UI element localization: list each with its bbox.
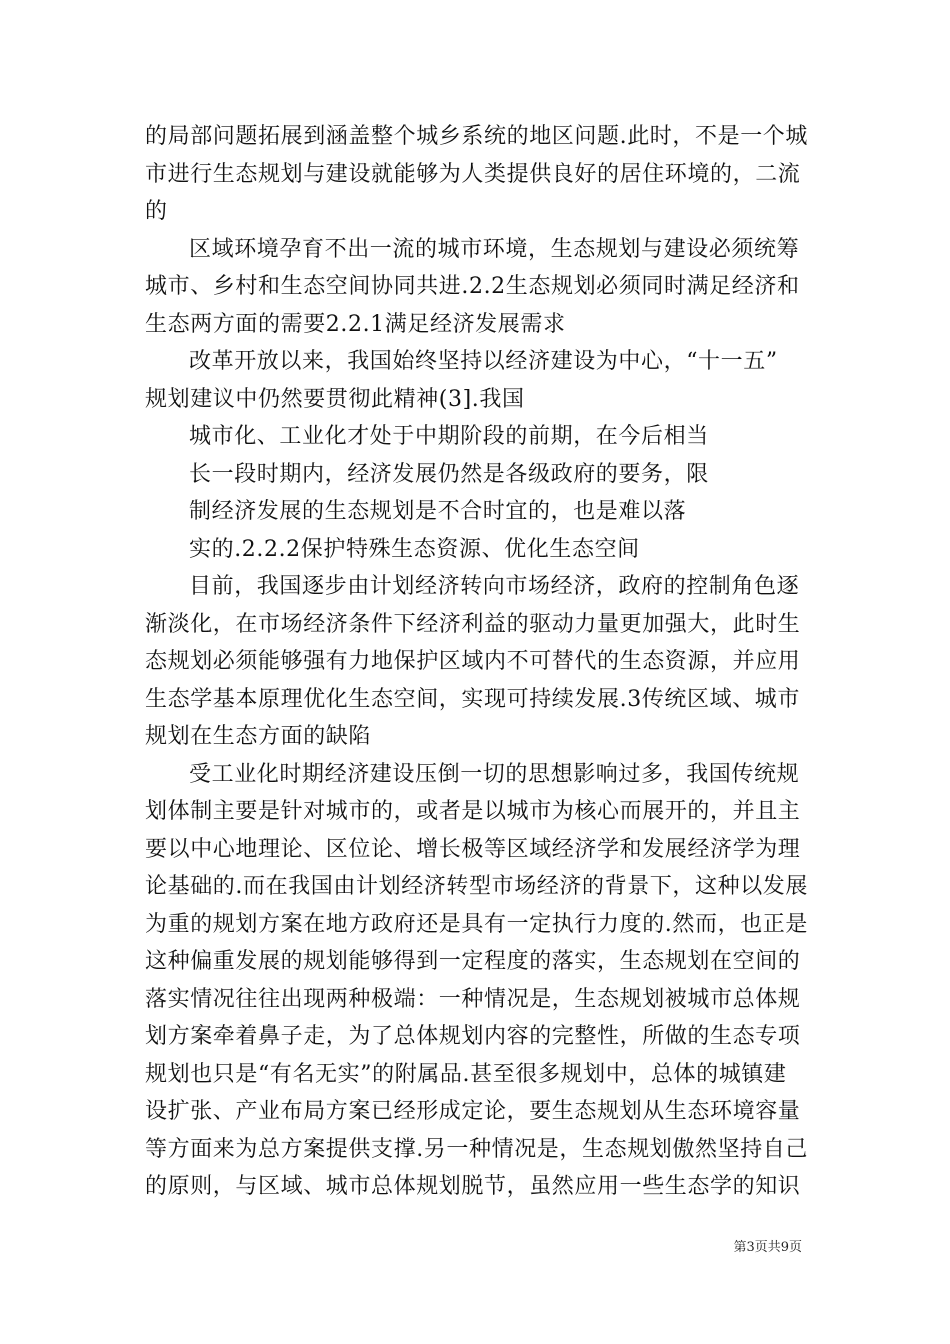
text-line: 规划建议中仍然要贯彻此精神(3].我国	[145, 386, 525, 412]
text-line: 态规划必须能够强有力地保护区域内不可替代的生态资源，并应用	[145, 649, 801, 674]
text-line: 论基础的.而在我国由计划经济转型市场经济的背景下，这种以发展	[145, 874, 808, 899]
text-line: 制经济发展的生态规划是不合时宜的，也是难以落	[189, 499, 687, 524]
text-line: 区域环境孕育不出一流的城市环境，生态规划与建设必须统筹	[189, 236, 800, 262]
text-line: 受工业化时期经济建设压倒一切的思想影响过多，我国传统规	[189, 761, 800, 787]
text-line: 这种偏重发展的规划能够得到一定程度的落实，生态规划在空间的	[145, 949, 801, 974]
text-line: 规划在生态方面的缺陷	[145, 724, 372, 749]
text-line: 生态学基本原理优化生态空间，实现可持续发展.3传统区域、城市	[145, 686, 800, 712]
text-line: 城市化、工业化才处于中期阶段的前期，在今后相当	[189, 424, 709, 449]
text-line: 改革开放以来，我国始终坚持以经济建设为中心，“十一五”	[189, 349, 778, 374]
text-line: 生态两方面的需要2.2.1满足经济发展需求	[145, 311, 566, 337]
document-body	[145, 118, 810, 1206]
text-line: 等方面来为总方案提供支撑.另一种情况是，生态规划傲然坚持自己	[145, 1136, 808, 1162]
text-line: 实的.2.2.2保护特殊生态资源、优化生态空间	[189, 536, 640, 562]
text-line: 渐淡化，在市场经济条件下经济利益的驱动力量更加强大，此时生	[145, 611, 801, 637]
page-number: 第3页共9页	[733, 1240, 802, 1255]
text-line: 的原则，与区域、城市总体规划脱节，虽然应用一些生态学的知识	[145, 1174, 801, 1199]
text-line: 城市、乡村和生态空间协同共进.2.2生态规划必须同时满足经济和	[145, 274, 800, 299]
text-line: 划体制主要是针对城市的，或者是以城市为核心而展开的，并且主	[145, 799, 801, 824]
text-line: 为重的规划方案在地方政府还是具有一定执行力度的.然而，也正是	[145, 911, 808, 937]
text-line: 的	[145, 199, 168, 224]
text-line: 设扩张、产业布局方案已经形成定论，要生态规划从生态环境容量	[145, 1099, 801, 1124]
text-line: 落实情况往往出现两种极端：一种情况是，生态规划被城市总体规	[145, 986, 801, 1012]
text-line: 划方案牵着鼻子走，为了总体规划内容的完整性，所做的生态专项	[145, 1024, 801, 1049]
text-line: 的局部问题拓展到涵盖整个城乡系统的地区问题.此时，不是一个城	[145, 124, 808, 149]
text-line: 长一段时期内，经济发展仍然是各级政府的要务，限	[189, 461, 709, 487]
text-line: 要以中心地理论、区位论、增长极等区域经济学和发展经济学为理	[145, 836, 801, 862]
text-line: 目前，我国逐步由计划经济转向市场经济，政府的控制角色逐	[189, 574, 800, 599]
text-line: 市进行生态规划与建设就能够为人类提供良好的居住环境的，二流	[145, 161, 801, 187]
text-line: 规划也只是“有名无实”的附属品.甚至很多规划中，总体的城镇建	[145, 1061, 787, 1087]
